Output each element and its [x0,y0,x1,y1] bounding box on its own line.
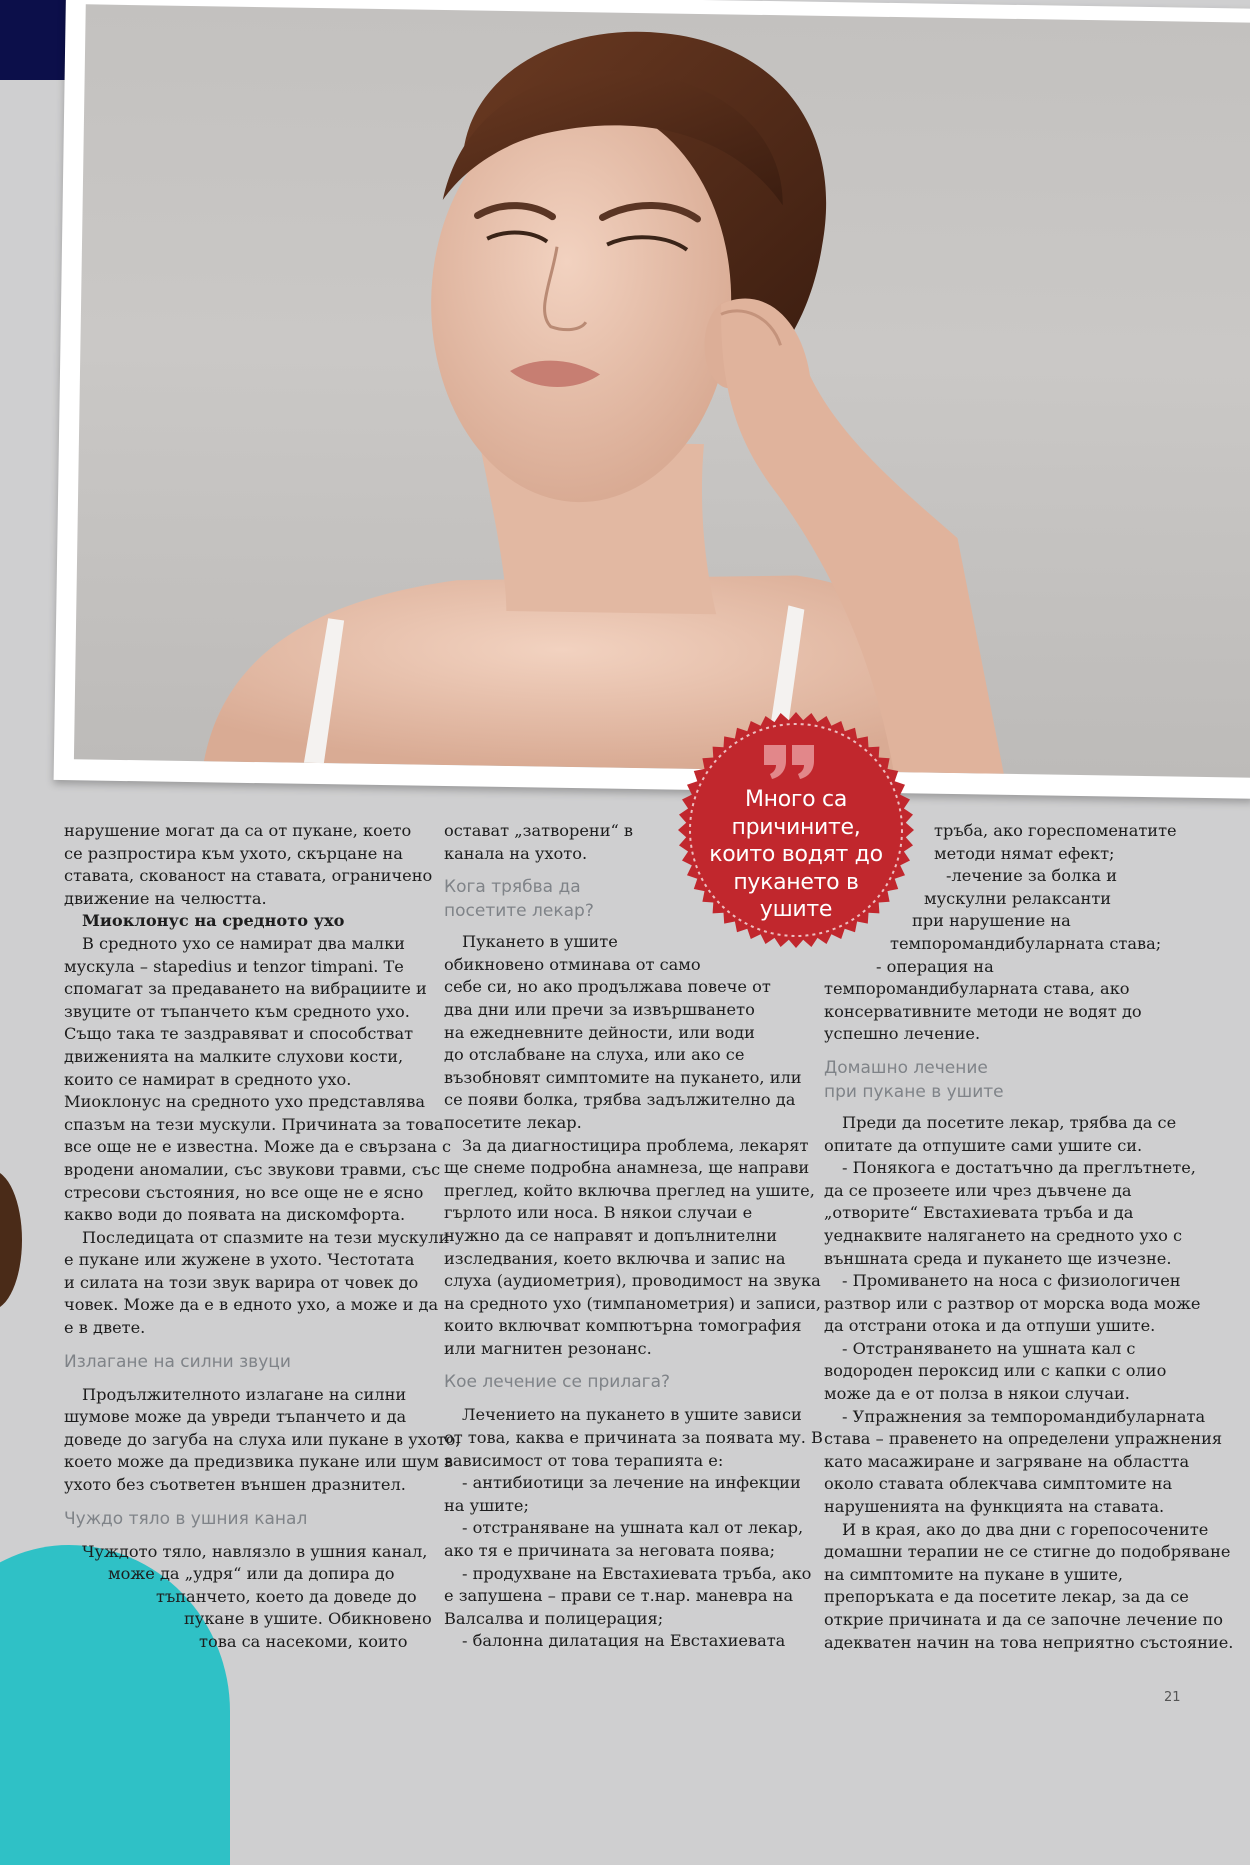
list-item: на симптомите на пукане в ушите, [824,1564,1124,1584]
text-line: зависимост от това терапията е: [444,1450,724,1470]
page-number: 21 [1164,1690,1181,1705]
list-item: препоръката е да посетите лекар, за да се [824,1587,1189,1607]
text-line: при нарушение на [912,911,1071,931]
list-item: адекватен начин на това неприятно състояние. [824,1632,1234,1652]
text-line: вродени аномалии, със звукови травми, със [64,1159,441,1179]
list-item: „отворите“ Евстахиевата тръба и да [824,1203,1134,1223]
text-line: За да диагностицира проблема, лекарят [462,1135,809,1155]
text-line: остават „затворени“ в [444,821,634,840]
col3-item-list [824,1157,1234,1654]
heading-line: Кога трябва да [444,877,581,898]
text-line: или магнитен резонанс. [444,1338,652,1358]
list-item: уеднаквите налягането на средното ухо с [824,1225,1183,1245]
heading-line: посетите лекар? [444,901,594,922]
quote-line: причините, [731,814,861,840]
list-item: - Отстраняването на ушната кал с [842,1338,1136,1358]
text-line: нужно да се направят и допълнителни [444,1225,778,1245]
text-line: -лечение за болка и [946,866,1118,886]
text-line: които се намират в средното ухо. [64,1069,352,1089]
col2-paragraph-2 [444,1135,822,1361]
text-line: все още не е известна. Може да е свързана с [64,1137,452,1157]
text-line: нарушение могат да са от пукане, което [64,821,412,840]
text-line: В средното ухо се намират два малки [82,933,405,953]
col3-paragraph-1 [824,1112,1194,1157]
list-item: около ставата облекчава симптомите на [824,1474,1173,1494]
text-line: мускула – stapedius и tenzor timpani. Те [64,956,404,976]
text-line: Пукането в ушите [462,932,618,952]
quote-line: които водят до [709,842,883,867]
text-line: методи нямат ефект; [934,843,1115,863]
text-line: е пукане или жужене в ухото. Честотата [64,1250,415,1270]
quote-text [690,786,902,924]
text-line: до отслабване на слуха, или ако се [444,1045,745,1065]
text-line: се появи болка, трябва задължително да [444,1090,796,1110]
list-item: - Упражнения за темпоромандибуларната [842,1406,1206,1426]
side-figure-hair [0,1170,22,1310]
text-line: канала на ухото. [444,843,588,863]
col1-intro [64,820,434,910]
text-line: опитате да отпушите сами ушите си. [824,1135,1143,1155]
list-item: като масажиране и загряване на областта [824,1451,1190,1471]
text-line: успешно лечение. [824,1024,981,1044]
list-item: е запушена – прави се т.нар. маневра на [444,1586,794,1606]
text-line: посетите лекар. [444,1112,582,1132]
list-item: външната среда и пукането ще изчезне. [824,1248,1172,1268]
text-line: - операция на [876,956,994,976]
quote-line: пукането в [733,869,859,895]
text-line: Продължителното излагане на силни [82,1384,407,1404]
heading-foreign-body: Чуждо тяло в ушния канал [64,1508,308,1529]
column-1 [64,820,461,1654]
list-item: да се прозеете или чрез дъвчене да [824,1180,1132,1200]
text-line: слуха (аудиометрия), проводимост на звука [444,1271,821,1291]
text-line: може да „удря“ или да допира до [108,1564,395,1584]
subhead-myoclonus: Миоклонус на средното ухо [82,911,345,931]
list-item: ако тя е причината за неговата поява; [444,1541,776,1561]
text-line: на средното ухо (тимпанометрия) и записи, [444,1293,822,1313]
text-line: на ежедневните дейности, или води [444,1022,755,1042]
text-line: стресови състояния, но все още не е ясно [64,1182,424,1202]
text-line: гърлото или носа. В някои случаи е [444,1203,753,1223]
col1-paragraph-1 [64,933,452,1227]
text-line: Миоклонус на средното ухо представлява [64,1092,426,1112]
quote-line: Много са [744,787,847,812]
col2-bullet-list [444,1472,812,1653]
list-item: разтвор или с разтвор от морска вода може [824,1293,1201,1313]
list-item: да отстрани отока и да отпуши ушите. [824,1316,1156,1336]
text-line: какво води до появата на дискомфорта. [64,1205,406,1225]
list-item: - продухване на Евстахиевата тръба, ако [462,1563,812,1583]
heading-loud-noise: Излагане на силни звуци [64,1351,291,1372]
text-line: изследвания, което включва и запис на [444,1248,786,1268]
text-line: което може да предизвика пукане или шум в [64,1452,454,1472]
quote-line: ушите [759,897,833,922]
heading-line: при пукане в ушите [824,1081,1004,1102]
list-item: Валсалва и полицерация; [444,1608,664,1628]
text-line: пукане в ушите. Обикновено [184,1609,432,1629]
text-line: два дни или пречи за извършването [444,999,755,1019]
list-item: - антибиотици за лечение на инфекции [462,1473,801,1493]
list-item: - отстраняване на ушната кал от лекар, [462,1518,804,1538]
text-line: спазъм на тези мускули. Причината за това [64,1114,444,1134]
text-line: шумове може да увреди тъпанчето и да [64,1407,407,1427]
woman-illustration [74,4,1250,777]
text-line: и силата на този звук варира от човек до [64,1272,419,1292]
text-line: тръба, ако гореспоменатите [934,821,1177,840]
text-line: ще снеме подробна анамнеза, ще направи [444,1158,810,1178]
list-item: нарушенията на функцията на ставата. [824,1497,1165,1517]
text-line: спомагат за предаването на вибрациите и [64,979,427,999]
text-line: Чуждото тяло, навлязло в ушния канал, [82,1541,428,1561]
text-line: обикновено отминава от само [444,954,701,974]
text-line: движение на челюстта. [64,888,267,908]
text-line: преглед, който включва преглед на ушите, [444,1180,815,1200]
text-line: е в двете. [64,1318,146,1338]
text-line: ухото без съответен външен дразнител. [64,1475,406,1495]
text-line: доведе до загуба на слуха или пукане в ухото, [64,1429,461,1449]
text-line: тъпанчето, което да доведе до [156,1586,417,1606]
text-line: консервативните методи не водят до [824,1001,1142,1021]
text-line: Последицата от спазмите на тези мускули [82,1227,450,1247]
list-item: на ушите; [444,1495,529,1515]
text-line: мускулни релаксанти [924,888,1112,908]
photo-frame [54,0,1250,799]
text-line: от това, каква е причината за появата му. В [444,1428,823,1448]
text-line: това са насекоми, които [199,1632,408,1651]
text-line: Лечението на пукането в ушите зависи [462,1405,802,1425]
list-item: може да е от полза в някои случаи. [824,1384,1130,1404]
col2-paragraph-1 [444,931,804,1134]
heading-treatment: Кое лечение се прилага? [444,1372,671,1393]
col1-paragraph-2 [64,1227,450,1340]
text-line: които включват компютърна томография [444,1316,802,1336]
list-item: водороден пероксид или с капки с олио [824,1361,1167,1381]
list-item: открие причината и да се започне лечение по [824,1610,1224,1629]
list-item: И в края, ако до два дни с горепосочените [842,1519,1209,1539]
text-line: ставата, скованост на ставата, ограничено [64,866,433,886]
text-line: човек. Може да е в едното ухо, а може и да [64,1295,439,1315]
text-line: темпоромандибуларната става, ако [824,979,1130,999]
list-item: - Понякога е достатъчно да преглътнете, [842,1158,1196,1178]
text-line: Преди да посетите лекар, трябва да се [842,1112,1177,1132]
list-item: - балонна дилатация на Евстахиевата [462,1631,786,1651]
text-line: себе си, но ако продължава повече от [444,977,771,997]
heading-line: Домашно лечение [824,1057,988,1078]
list-item: става – правенето на определени упражнения [824,1429,1223,1449]
woman-ear-photo [74,4,1250,777]
list-item: домашни терапии не се стигне до подобряване [824,1542,1231,1562]
text-line: се разпростира към ухото, скърцане на [64,843,403,863]
text-line: темпоромандибуларната става; [890,933,1162,953]
col1-paragraph-4 [64,1541,434,1654]
heading-home-treatment [824,1056,1194,1104]
text-line: звуците от тъпанчето към средното ухо. [64,1001,410,1021]
col1-paragraph-3 [64,1384,461,1497]
text-line: възобновят симптомите на пукането, или [444,1067,802,1087]
text-line: движенията на малките слухови кости, [64,1046,404,1066]
list-item: - Промиването на носа с физиологичен [842,1271,1181,1291]
text-line: Също така те заздравяват и способстват [64,1024,414,1044]
col2-paragraph-3 [444,1404,823,1472]
